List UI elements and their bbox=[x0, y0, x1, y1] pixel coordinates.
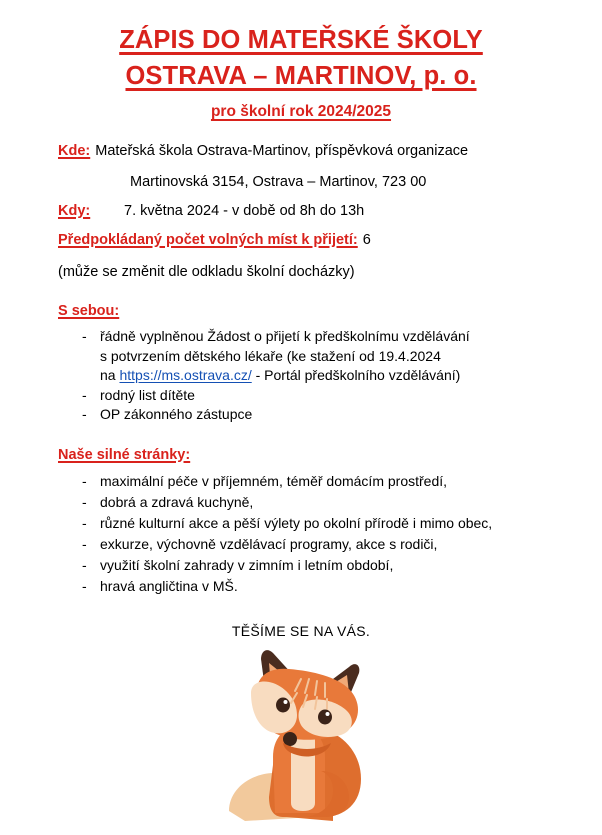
when-value: 7. května 2024 - v době od 8h do 13h bbox=[124, 203, 365, 219]
list-item bbox=[82, 471, 602, 492]
address-row: Martinovská 3154, Ostrava – Martinov, 723 00 bbox=[130, 174, 427, 190]
strength-item-1-text: maximální péče v příjemném, téměř domácím prostředí, bbox=[100, 472, 448, 489]
bring-item-1-line-2: s potvrzením dětského lékaře (ke stažení od 19.4.2024 bbox=[100, 347, 441, 364]
list-item bbox=[82, 386, 602, 406]
title-block bbox=[0, 0, 602, 125]
list-item bbox=[82, 492, 602, 513]
bring-item-2-text: rodný list dítěte bbox=[100, 386, 195, 403]
ostrava-portal-link[interactable]: https://ms.ostrava.cz/ bbox=[119, 367, 252, 383]
when-row bbox=[58, 197, 582, 226]
dash-bullet-icon: - bbox=[82, 577, 87, 594]
dash-bullet-icon: - bbox=[82, 406, 87, 422]
link-prefix-text: na bbox=[100, 367, 120, 383]
strength-item-2-text: dobrá a zdravá kuchyně, bbox=[100, 493, 254, 510]
strengths-section-heading: Naše silné stránky: bbox=[58, 446, 191, 463]
bring-section-list bbox=[0, 327, 602, 425]
fox-illustration bbox=[221, 645, 381, 835]
dash-bullet-icon: - bbox=[82, 514, 87, 531]
bring-item-1-line-3 bbox=[100, 366, 602, 386]
dash-bullet-icon: - bbox=[82, 493, 87, 510]
list-item bbox=[82, 327, 602, 386]
fox-right-eye bbox=[318, 709, 332, 724]
list-item bbox=[82, 555, 602, 576]
list-item-text bbox=[100, 327, 602, 386]
dash-bullet-icon: - bbox=[82, 386, 87, 403]
fox-left-eye-highlight bbox=[284, 700, 288, 704]
fox-nose bbox=[283, 732, 297, 746]
capacity-label: Předpokládaný počet volných míst k přijetí: bbox=[58, 232, 358, 248]
strength-item-6-text: hravá angličtina v MŠ. bbox=[100, 577, 238, 594]
fox-right-eye-highlight bbox=[326, 712, 330, 716]
list-item bbox=[82, 534, 602, 555]
where-row bbox=[58, 137, 582, 166]
capacity-value: 6 bbox=[362, 232, 371, 248]
poster-subtitle: pro školní rok 2024/2025 bbox=[210, 103, 392, 120]
capacity-note: (může se změnit dle odkladu školní docházky) bbox=[58, 264, 355, 280]
poster-title-line-2: OSTRAVA – MARTINOV, p. o. bbox=[125, 62, 477, 90]
dash-bullet-icon: - bbox=[82, 472, 87, 489]
strength-item-5-text: využití školní zahrady v zimním i letním období, bbox=[100, 556, 394, 573]
list-item bbox=[82, 405, 602, 425]
when-label: Kdy: bbox=[58, 203, 91, 219]
strengths-section-list bbox=[0, 471, 602, 597]
bring-section-heading: S sebou: bbox=[58, 303, 120, 319]
info-block bbox=[0, 137, 602, 287]
capacity-row bbox=[58, 226, 582, 255]
fox-left-eye bbox=[276, 697, 290, 712]
list-item bbox=[82, 513, 602, 534]
link-suffix-text: - Portál předškolního vzdělávání) bbox=[251, 367, 461, 383]
dash-bullet-icon: - bbox=[82, 535, 87, 552]
where-value: Mateřská škola Ostrava-Martinov, příspěvková organizace bbox=[95, 143, 469, 159]
fox-illustration-wrapper bbox=[0, 645, 602, 835]
strength-item-4-text: exkurze, výchovně vzdělávací programy, akce s rodiči, bbox=[100, 535, 438, 552]
where-label: Kde: bbox=[58, 143, 91, 159]
bring-item-3-text: OP zákonného zástupce bbox=[100, 406, 253, 422]
closing-text: TĚŠÍME SE NA VÁS. bbox=[231, 622, 371, 639]
bring-item-1-line-1: řádně vyplněnou Žádost o přijetí k předškolnímu vzdělávání bbox=[100, 328, 470, 344]
poster-title-line-1: ZÁPIS DO MATEŘSKÉ ŠKOLY bbox=[119, 26, 483, 54]
list-item bbox=[82, 576, 602, 597]
dash-bullet-icon: - bbox=[82, 556, 87, 573]
strength-item-3-text: různé kulturní akce a pěší výlety po okolní přírodě i mimo obec, bbox=[100, 514, 493, 531]
dash-bullet-icon: - bbox=[82, 328, 87, 344]
